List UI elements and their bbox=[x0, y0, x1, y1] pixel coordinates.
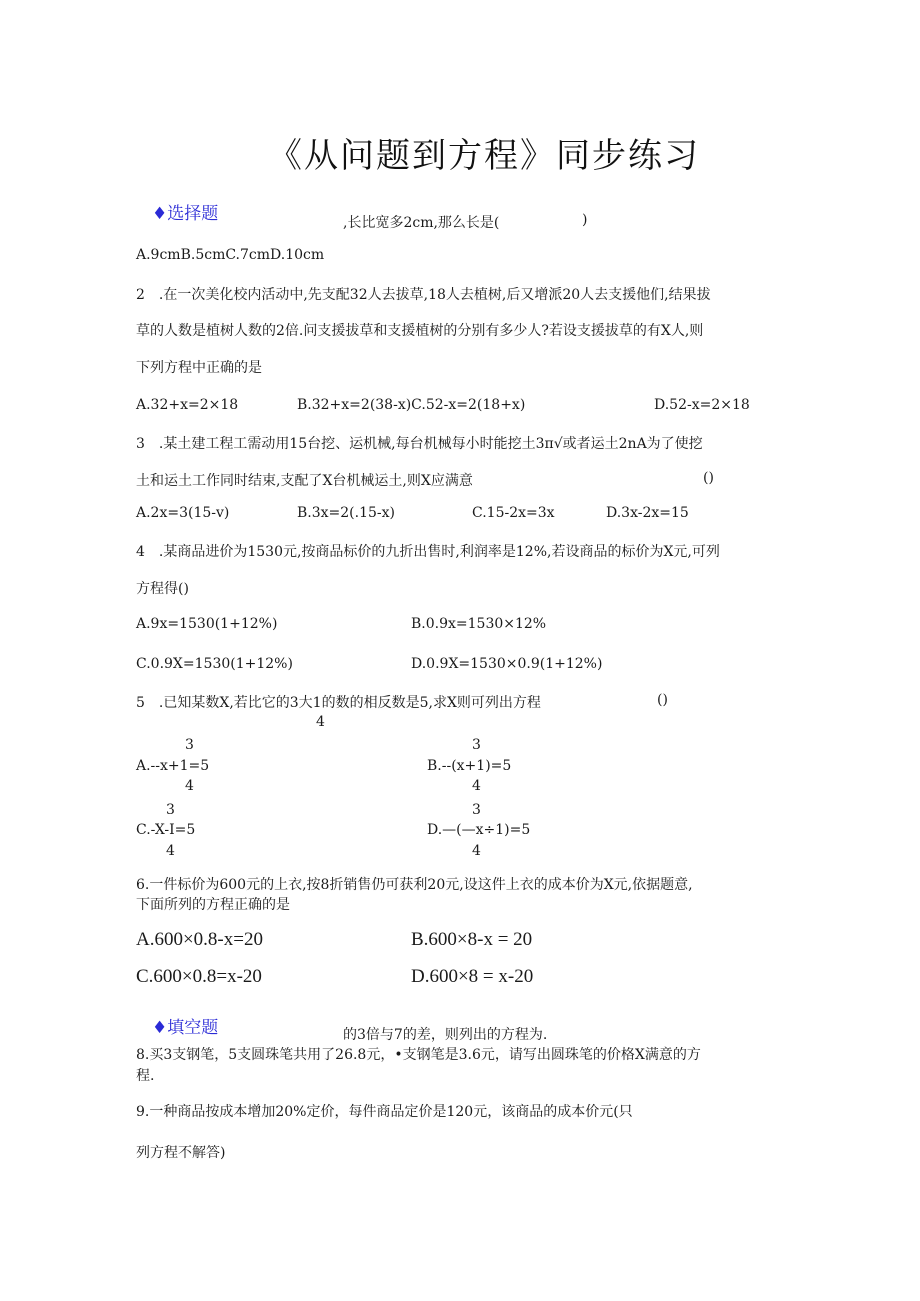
q5-c-denominator: 4 bbox=[166, 843, 175, 859]
q1-stem: ,长比宽多2cm,那么长是( bbox=[343, 215, 500, 231]
q6-option-b: B.600×8-x = 20 bbox=[411, 929, 533, 950]
q3-paren: () bbox=[703, 470, 714, 486]
q5-c-numerator: 3 bbox=[166, 802, 175, 818]
q5-option-d: D.—(—x÷1)=5 bbox=[427, 822, 531, 838]
q5-b-numerator: 3 bbox=[472, 737, 481, 753]
q7-text: 的3倍与7的差，则列出的方程为. bbox=[343, 1027, 548, 1043]
q5-a-numerator: 3 bbox=[185, 737, 194, 753]
q4-option-b: B.0.9x=1530×12% bbox=[411, 616, 547, 632]
q2-line-1: 2 .在一次美化校内活动中,先支配32人去拔草,18人去植树,后又增派20人去支援他们,结果拔 bbox=[136, 287, 711, 303]
q5-b-denominator: 4 bbox=[472, 778, 481, 794]
q4-option-d: D.0.9X=1530×0.9(1+12%) bbox=[411, 656, 603, 672]
q1-paren: ) bbox=[582, 212, 588, 228]
q6-line-1: 6.一件标价为600元的上衣,按8折销售仍可获利20元,设这件上衣的成本价为X元,依据题意, bbox=[136, 877, 693, 893]
q5-d-numerator: 3 bbox=[472, 802, 481, 818]
q3-option-a: A.2x=3(15-v) bbox=[136, 505, 230, 521]
q4-option-c: C.0.9X=1530(1+12%) bbox=[136, 656, 293, 672]
q8-line-2: 程. bbox=[136, 1068, 155, 1084]
q2-line-3: 下列方程中正确的是 bbox=[136, 360, 262, 376]
q3-option-d: D.3x-2x=15 bbox=[606, 505, 689, 521]
q6-line-2: 下面所列的方程正确的是 bbox=[136, 897, 290, 913]
q2-line-2: 草的人数是植树人数的2倍.问支援拔草和支援植树的分别有多少人?若设支援拔草的有X人,则 bbox=[136, 323, 704, 339]
q9-line-2: 列方程不解答) bbox=[136, 1145, 226, 1161]
q2-option-a: A.32+x=2×18 bbox=[136, 397, 239, 413]
q3-option-c: C.15-2x=3x bbox=[472, 505, 555, 521]
q5-a-denominator: 4 bbox=[185, 778, 194, 794]
q4-line-2: 方程得() bbox=[136, 581, 189, 597]
q5-stem: 5 .已知某数X,若比它的3大1的数的相反数是5,求X则可列出方程 bbox=[136, 695, 541, 711]
q5-option-c: C.-X-I=5 bbox=[136, 822, 196, 838]
section-fill-in: ♦填空题 bbox=[152, 1018, 219, 1038]
q2-option-bc: B.32+x=2(38-x)C.52-x=2(18+x) bbox=[297, 397, 526, 413]
q1-options: A.9cmB.5cmC.7cmD.10cm bbox=[136, 247, 325, 263]
q5-d-denominator: 4 bbox=[472, 843, 481, 859]
q3-option-b: B.3x=2(.15-x) bbox=[297, 505, 395, 521]
q5-paren: () bbox=[657, 692, 668, 708]
q4-line-1: 4 .某商品进价为1530元,按商品标价的九折出售时,利润率是12%,若设商品的标价为X元,可列 bbox=[136, 544, 720, 560]
q5-option-a: A.--x+1=5 bbox=[136, 758, 210, 774]
section-multiple-choice: ♦选择题 bbox=[152, 204, 219, 224]
q5-option-b: B.--(x+1)=5 bbox=[427, 758, 512, 774]
q3-line-1: 3 .某土建工程工需动用15台挖、运机械,每台机械每小时能挖土3π√或者运土2nA为了使挖 bbox=[136, 436, 703, 452]
q5-under-denominator: 4 bbox=[316, 714, 325, 730]
q6-option-c: C.600×0.8=x-20 bbox=[136, 966, 262, 987]
page-title: 《从问题到方程》同步练习 bbox=[268, 136, 700, 176]
q8-line-1: 8.买3支钢笔，5支圆珠笔共用了26.8元，•支钢笔是3.6元，请写出圆珠笔的价格X满意的方 bbox=[136, 1047, 701, 1063]
q2-option-d: D.52-x=2×18 bbox=[654, 397, 750, 413]
q3-line-2: 土和运土工作同时结束,支配了X台机械运土,则X应满意 bbox=[136, 473, 473, 489]
q9-line-1: 9.一种商品按成本增加20%定价，每件商品定价是120元，该商品的成本价元(只 bbox=[136, 1104, 633, 1120]
q4-option-a: A.9x=1530(1+12%) bbox=[136, 616, 278, 632]
q6-option-a: A.600×0.8-x=20 bbox=[136, 929, 263, 950]
q6-option-d: D.600×8 = x-20 bbox=[411, 966, 534, 987]
